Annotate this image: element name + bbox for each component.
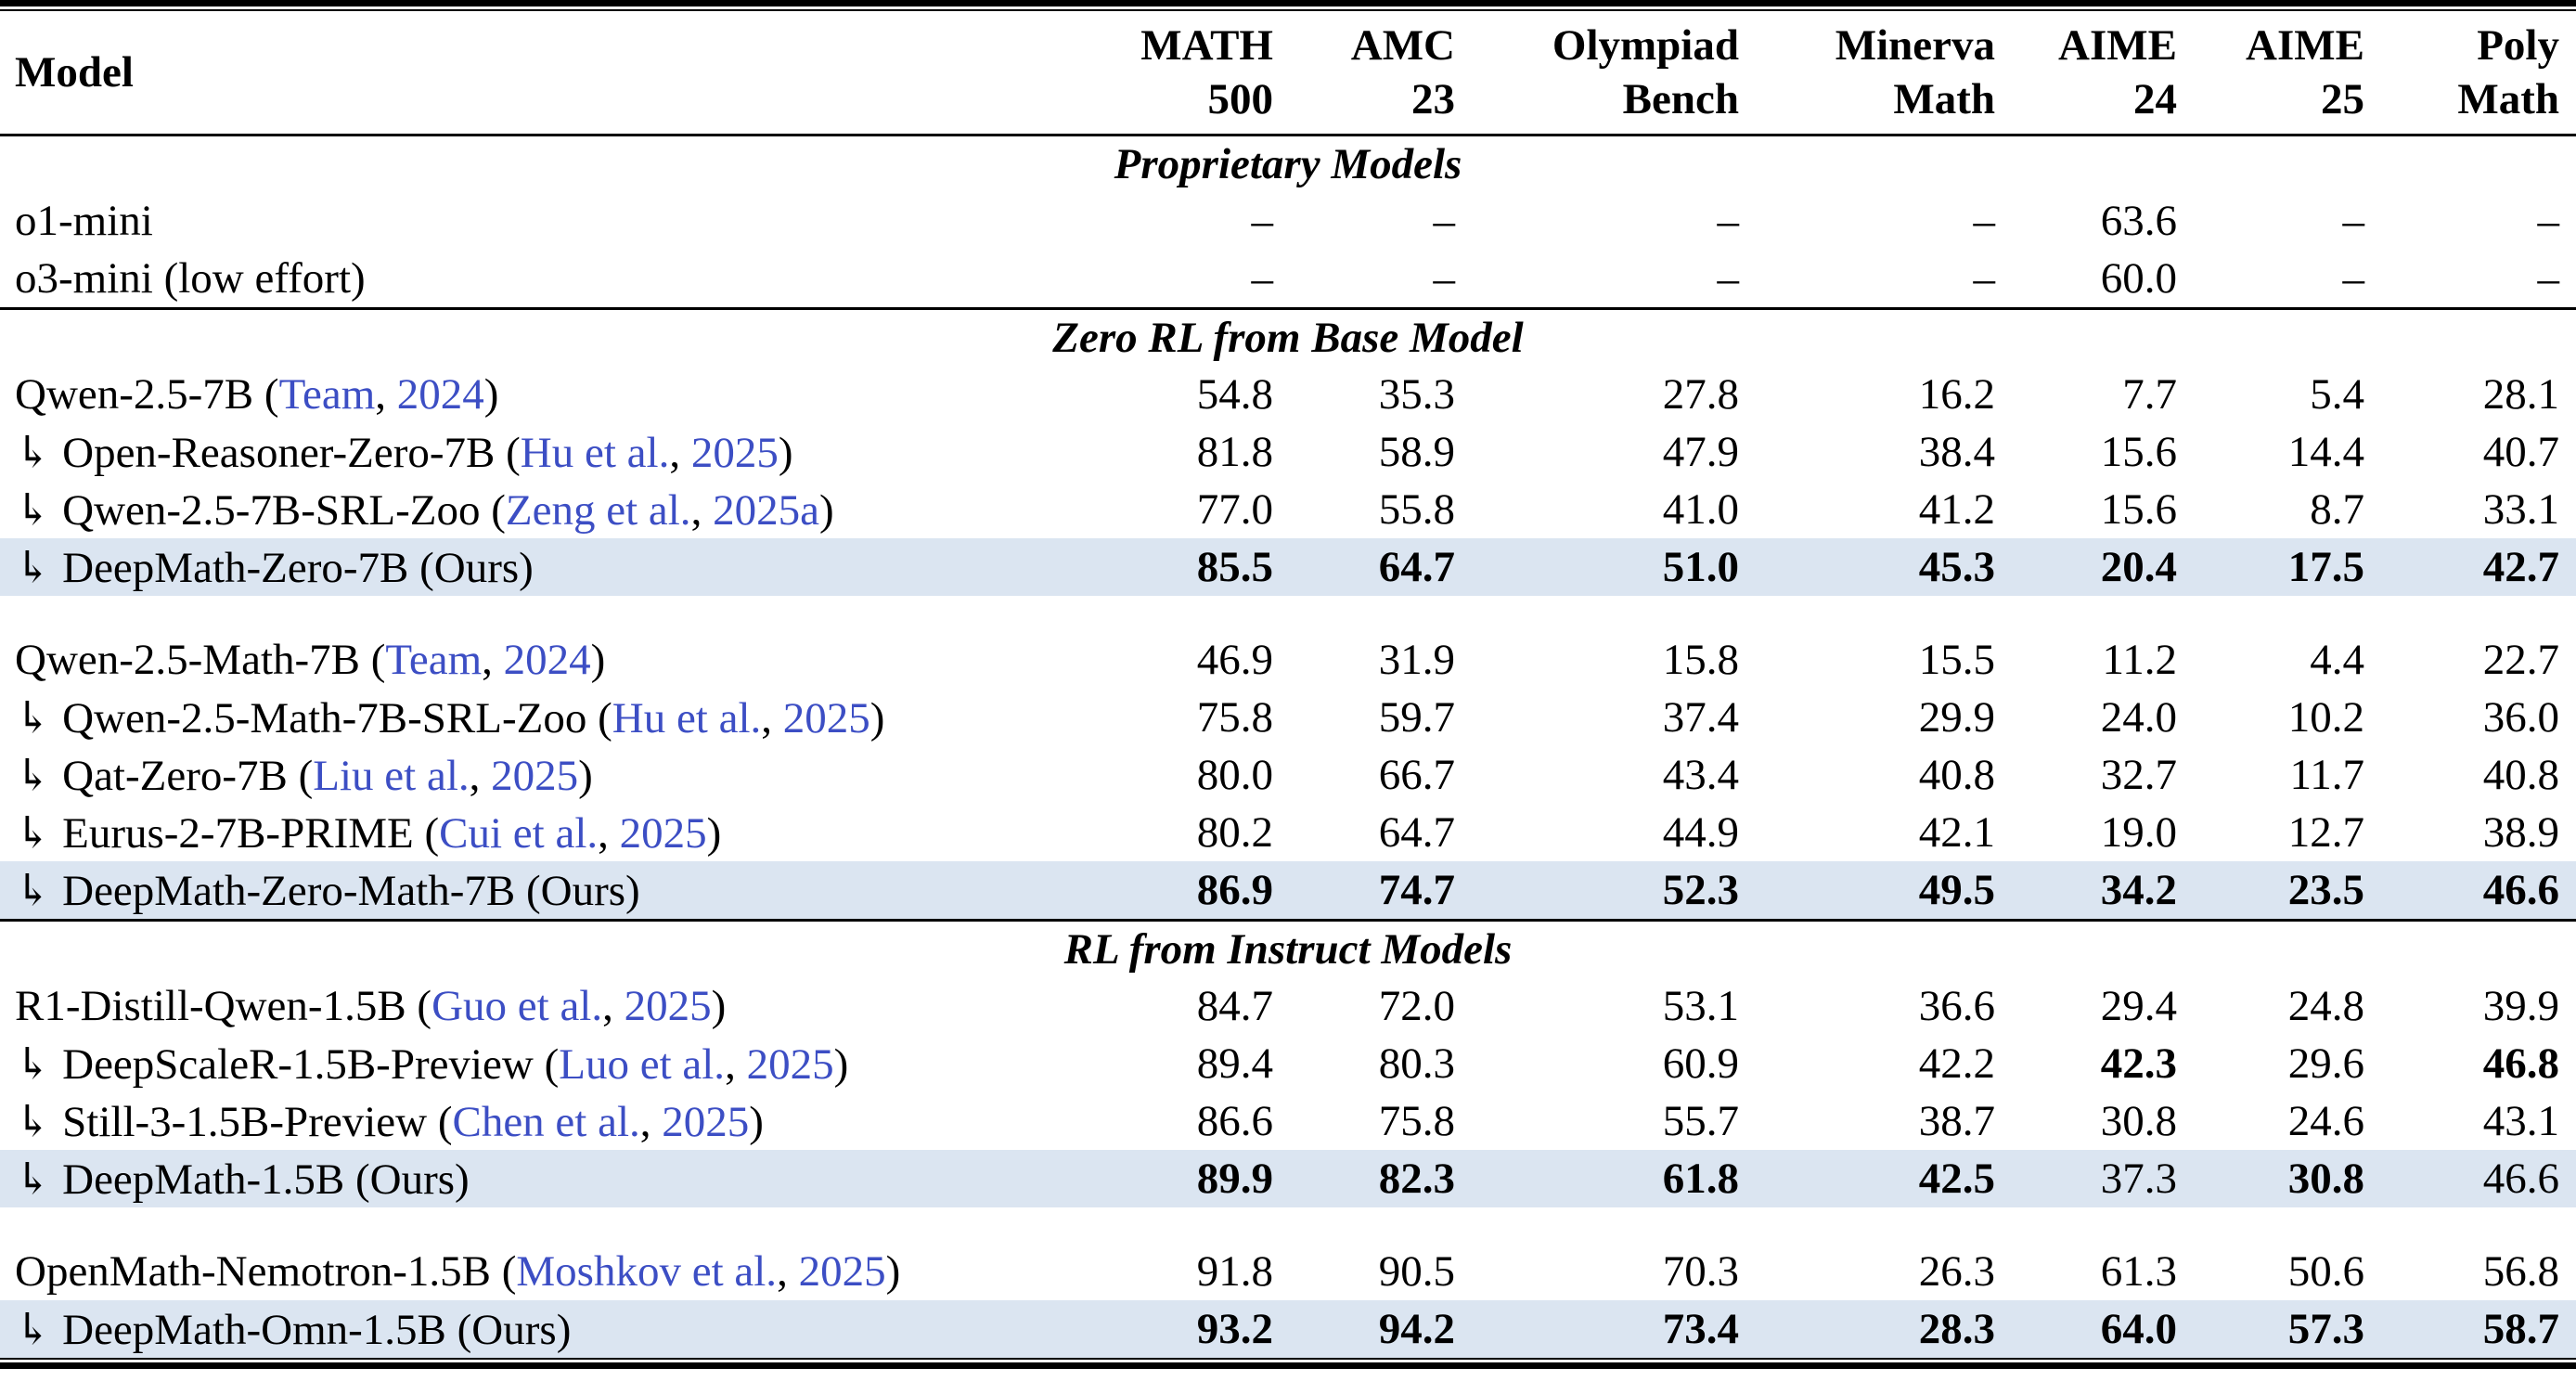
model-cell	[0, 1092, 1063, 1150]
citation-separator: ,	[777, 1247, 799, 1296]
cell-math500: 89.4	[1196, 1039, 1273, 1088]
model-cell	[0, 1300, 1063, 1358]
citation-author-link[interactable]: Guo et al.	[431, 982, 603, 1030]
table-row	[0, 481, 2576, 538]
model-cell	[0, 250, 1063, 309]
cell-math500: –	[1251, 254, 1273, 303]
table-row	[0, 631, 2576, 689]
cell-minerva: 49.5	[1756, 861, 2012, 921]
table-row	[0, 423, 2576, 481]
cell-amc23: –	[1433, 197, 1455, 245]
cell-aime25: 24.6	[2287, 1097, 2364, 1145]
column-header-poly-math	[2381, 11, 2576, 136]
cell-minerva: 38.7	[1918, 1097, 1995, 1145]
cell-minerva: –	[1973, 197, 1995, 245]
cell-olympiad: 52.3	[1472, 861, 1756, 921]
column-header-line1: Poly	[2477, 21, 2559, 70]
cell-amc23: 90.5	[1378, 1247, 1455, 1296]
cell-olympiad: 43.4	[1662, 751, 1739, 799]
cell-math500: –	[1251, 197, 1273, 245]
column-header-line2: 24	[2133, 75, 2177, 123]
cell-minerva: 42.2	[1918, 1039, 1995, 1088]
cell-polymath: 22.7	[2482, 636, 2559, 684]
citation-author-link[interactable]: Luo et al.	[559, 1039, 726, 1089]
model-cell	[0, 1150, 1063, 1207]
model-cell	[0, 861, 1063, 921]
cell-math500: 91.8	[1196, 1247, 1273, 1296]
citation-year-link[interactable]: 2025	[619, 808, 707, 858]
table-row	[0, 689, 2576, 746]
model-label: ↳ DeepMath-Omn-1.5B (Ours)	[15, 1305, 572, 1354]
group-gap	[0, 596, 2576, 631]
cell-minerva: –	[1973, 254, 1995, 303]
cell-aime24: 34.2	[2012, 861, 2194, 921]
model-cell	[0, 366, 1063, 423]
column-header-line1: AMC	[1350, 21, 1455, 70]
citation-year-link[interactable]: 2025	[798, 1247, 886, 1296]
cell-amc23: 64.7	[1290, 538, 1472, 596]
model-cell	[0, 631, 1063, 689]
cell-amc23: 64.7	[1378, 808, 1455, 857]
cell-polymath: 38.9	[2482, 808, 2559, 857]
table-row	[0, 366, 2576, 423]
model-cell	[0, 481, 1063, 538]
cell-minerva: 28.3	[1756, 1300, 2012, 1358]
cell-olympiad: 37.4	[1662, 693, 1739, 742]
column-header-math500	[1063, 11, 1290, 136]
column-header-model: Model	[15, 48, 134, 97]
column-header-olympiad-bench	[1472, 11, 1756, 136]
cell-aime24: 63.6	[2100, 197, 2177, 245]
citation-separator: ,	[602, 982, 625, 1030]
column-header-amc23	[1290, 11, 1472, 136]
model-label-suffix: )	[778, 428, 793, 477]
cell-polymath: 42.7	[2381, 538, 2576, 596]
citation-author-link[interactable]: Moshkov et al.	[516, 1247, 778, 1296]
cell-aime24: 42.3	[2100, 1039, 2177, 1088]
cell-olympiad: 53.1	[1662, 982, 1739, 1030]
cell-aime24: 29.4	[2100, 982, 2177, 1030]
cell-aime25: 50.6	[2287, 1247, 2364, 1296]
cell-math500: 93.2	[1063, 1300, 1290, 1358]
cell-aime24: 30.8	[2100, 1097, 2177, 1145]
cell-polymath: –	[2537, 197, 2559, 245]
cell-math500: 84.7	[1196, 982, 1273, 1030]
cell-math500: 46.9	[1196, 636, 1273, 684]
table-row	[0, 746, 2576, 804]
model-cell	[0, 804, 1063, 861]
model-label: ↳ Qwen-2.5-Math-7B-SRL-Zoo (	[15, 693, 612, 742]
cell-aime25: 57.3	[2194, 1300, 2381, 1358]
model-label: ↳ Still-3-1.5B-Preview (	[15, 1097, 453, 1146]
group-gap	[0, 1207, 2576, 1243]
cell-aime25: 10.2	[2287, 693, 2364, 742]
cell-minerva: 15.5	[1918, 636, 1995, 684]
cell-olympiad: –	[1717, 254, 1739, 303]
table-row-highlighted	[0, 1150, 2576, 1207]
cell-aime24: 15.6	[2100, 428, 2177, 476]
citation-year-link[interactable]: 2025	[624, 982, 712, 1030]
cell-polymath: 40.8	[2482, 751, 2559, 799]
citation-separator: ,	[375, 370, 397, 419]
section-header-row	[0, 309, 2576, 367]
model-label: ↳ DeepScaleR-1.5B-Preview (	[15, 1039, 560, 1089]
citation-author-link[interactable]: Liu et al.	[313, 751, 470, 800]
citation-author-link[interactable]: Hu et al.	[520, 428, 670, 477]
column-header-line2: 500	[1207, 75, 1273, 123]
citation-author-link[interactable]: Cui et al.	[439, 808, 599, 858]
cell-polymath: 28.1	[2482, 370, 2559, 419]
cell-minerva: 16.2	[1918, 370, 1995, 419]
cell-polymath: 46.8	[2482, 1039, 2559, 1088]
model-label: ↳ DeepMath-1.5B (Ours)	[15, 1155, 470, 1204]
cell-aime25: 8.7	[2310, 485, 2364, 534]
section-header-row	[0, 136, 2576, 193]
citation-year-link[interactable]: 2025a	[713, 485, 819, 535]
cell-aime24: 19.0	[2100, 808, 2177, 857]
section-title-zero-rl: Zero RL from Base Model	[1052, 314, 1524, 362]
cell-math500: 80.0	[1196, 751, 1273, 799]
cell-minerva: 41.2	[1918, 485, 1995, 534]
cell-olympiad: 44.9	[1662, 808, 1739, 857]
cell-aime25: 24.8	[2287, 982, 2364, 1030]
model-label-suffix: )	[833, 1039, 849, 1089]
cell-aime25: 14.4	[2287, 428, 2364, 476]
model-label: o1-mini	[15, 197, 153, 245]
table-row-highlighted	[0, 1300, 2576, 1358]
model-label-suffix: )	[711, 982, 727, 1030]
table-row	[0, 1243, 2576, 1300]
cell-amc23: 55.8	[1378, 485, 1455, 534]
model-cell	[0, 1243, 1063, 1300]
model-label: ↳ Qat-Zero-7B (	[15, 751, 314, 800]
cell-minerva: 45.3	[1756, 538, 2012, 596]
cell-aime25: 4.4	[2310, 636, 2364, 684]
cell-aime24: 11.2	[2102, 636, 2177, 684]
cell-math500: 80.2	[1196, 808, 1273, 857]
benchmark-results-table	[0, 11, 2576, 1358]
model-label-suffix: )	[749, 1097, 764, 1146]
cell-math500: 86.6	[1196, 1097, 1273, 1145]
cell-minerva: 29.9	[1918, 693, 1995, 742]
column-header-line2: 23	[1411, 75, 1455, 123]
citation-separator: ,	[725, 1039, 747, 1089]
citation-separator: ,	[761, 693, 783, 742]
cell-aime24: 37.3	[2012, 1150, 2194, 1207]
section-header-row	[0, 921, 2576, 978]
cell-amc23: –	[1433, 254, 1455, 303]
model-label-suffix: )	[885, 1247, 901, 1296]
cell-math500: 54.8	[1196, 370, 1273, 419]
cell-aime25: 12.7	[2287, 808, 2364, 857]
model-label: o3-mini (low effort)	[15, 254, 366, 303]
citation-separator: ,	[690, 485, 714, 535]
citation-author-link[interactable]: Team	[385, 636, 483, 684]
citation-year-link[interactable]: 2025	[491, 751, 579, 800]
cell-aime24: 24.0	[2100, 693, 2177, 742]
section-title-proprietary: Proprietary Models	[1114, 140, 1462, 188]
cell-polymath: 46.6	[2381, 1150, 2576, 1207]
column-header-line1: AIME	[2058, 21, 2177, 70]
table-row	[0, 1035, 2576, 1092]
model-cell	[0, 423, 1063, 481]
model-label-suffix: )	[578, 751, 593, 800]
column-header-minerva-math	[1756, 11, 2012, 136]
cell-polymath: 43.1	[2482, 1097, 2559, 1145]
cell-aime25: –	[2342, 254, 2364, 303]
cell-minerva: 36.6	[1918, 982, 1995, 1030]
citation-author-link[interactable]: Chen et al.	[452, 1097, 640, 1146]
cell-polymath: 36.0	[2482, 693, 2559, 742]
citation-separator: ,	[639, 1097, 663, 1146]
column-header-line2: Math	[2457, 75, 2559, 123]
section-title-rl-instruct: RL from Instruct Models	[1063, 925, 1513, 974]
cell-olympiad: 51.0	[1472, 538, 1756, 596]
cell-aime25: –	[2342, 197, 2364, 245]
citation-year-link[interactable]: 2024	[503, 636, 591, 684]
cell-math500: 75.8	[1196, 693, 1273, 742]
table-row-highlighted	[0, 861, 2576, 921]
cell-amc23: 75.8	[1378, 1097, 1455, 1145]
column-header-line2: Bench	[1622, 75, 1739, 123]
cell-amc23: 80.3	[1378, 1039, 1455, 1088]
model-label: OpenMath-Nemotron-1.5B (	[15, 1247, 517, 1296]
model-label-suffix: )	[818, 485, 834, 535]
cell-olympiad: 70.3	[1662, 1247, 1739, 1296]
citation-separator: ,	[482, 636, 504, 684]
citation-year-link[interactable]: 2025	[662, 1097, 750, 1146]
citation-author-link[interactable]: Zeng et al.	[505, 485, 691, 535]
cell-olympiad: –	[1717, 197, 1739, 245]
model-cell	[0, 689, 1063, 746]
table-top-rule	[0, 0, 2576, 11]
cell-aime24: 60.0	[2100, 254, 2177, 303]
column-header-line2: 25	[2321, 75, 2364, 123]
model-label-suffix: )	[483, 370, 499, 419]
table-row-highlighted	[0, 538, 2576, 596]
citation-year-link[interactable]: 2024	[396, 370, 484, 419]
table-row	[0, 1092, 2576, 1150]
citation-year-link[interactable]: 2025	[746, 1039, 834, 1089]
cell-olympiad: 47.9	[1662, 428, 1739, 476]
cell-minerva: 42.5	[1756, 1150, 2012, 1207]
model-label-suffix: )	[869, 693, 885, 742]
cell-polymath: 40.7	[2482, 428, 2559, 476]
cell-aime24: 20.4	[2012, 538, 2194, 596]
model-cell	[0, 1035, 1063, 1092]
citation-author-link[interactable]: Hu et al.	[612, 693, 762, 742]
cell-polymath: 58.7	[2381, 1300, 2576, 1358]
cell-aime25: 17.5	[2194, 538, 2381, 596]
cell-amc23: 35.3	[1378, 370, 1455, 419]
table-row	[0, 250, 2576, 309]
cell-olympiad: 55.7	[1662, 1097, 1739, 1145]
cell-amc23: 74.7	[1290, 861, 1472, 921]
cell-math500: 86.9	[1063, 861, 1290, 921]
cell-minerva: 40.8	[1918, 751, 1995, 799]
column-header-aime25	[2194, 11, 2381, 136]
cell-math500: 85.5	[1063, 538, 1290, 596]
citation-separator: ,	[669, 428, 691, 477]
cell-olympiad: 41.0	[1662, 485, 1739, 534]
model-label: Qwen-2.5-Math-7B (	[15, 636, 386, 684]
cell-math500: 81.8	[1196, 428, 1273, 476]
model-label: Qwen-2.5-7B (	[15, 370, 279, 419]
column-header-line1: Olympiad	[1552, 21, 1739, 70]
model-label: R1-Distill-Qwen-1.5B (	[15, 982, 432, 1030]
column-header-line1: AIME	[2246, 21, 2364, 70]
table-row	[0, 977, 2576, 1035]
cell-polymath: –	[2537, 254, 2559, 303]
column-header-aime24	[2012, 11, 2194, 136]
cell-polymath: 33.1	[2482, 485, 2559, 534]
column-header-line1: MATH	[1140, 21, 1273, 70]
cell-amc23: 31.9	[1378, 636, 1455, 684]
model-label: ↳ Qwen-2.5-7B-SRL-Zoo (	[15, 485, 506, 535]
cell-aime24: 15.6	[2100, 485, 2177, 534]
table-row	[0, 804, 2576, 861]
citation-year-link[interactable]: 2025	[782, 693, 870, 742]
column-header-line2: Math	[1893, 75, 1995, 123]
model-label: ↳ DeepMath-Zero-Math-7B (Ours)	[15, 866, 640, 915]
cell-polymath: 39.9	[2482, 982, 2559, 1030]
citation-separator: ,	[469, 751, 492, 800]
cell-amc23: 72.0	[1378, 982, 1455, 1030]
cell-math500: 89.9	[1063, 1150, 1290, 1207]
cell-aime24: 64.0	[2012, 1300, 2194, 1358]
table-header-row	[0, 11, 2576, 136]
citation-year-link[interactable]: 2025	[690, 428, 779, 477]
cell-amc23: 94.2	[1290, 1300, 1472, 1358]
cell-aime24: 7.7	[2122, 370, 2177, 419]
cell-minerva: 42.1	[1918, 808, 1995, 857]
model-label-suffix: )	[590, 636, 606, 684]
model-label: ↳ DeepMath-Zero-7B (Ours)	[15, 543, 534, 592]
cell-olympiad: 27.8	[1662, 370, 1739, 419]
table-bottom-rule	[0, 1358, 2576, 1369]
cell-amc23: 66.7	[1378, 751, 1455, 799]
cell-aime24: 61.3	[2100, 1247, 2177, 1296]
cell-aime25: 29.6	[2287, 1039, 2364, 1088]
cell-amc23: 82.3	[1290, 1150, 1472, 1207]
cell-olympiad: 73.4	[1472, 1300, 1756, 1358]
cell-aime25: 30.8	[2194, 1150, 2381, 1207]
cell-math500: 77.0	[1196, 485, 1273, 534]
model-cell	[0, 746, 1063, 804]
cell-polymath: 46.6	[2381, 861, 2576, 921]
cell-aime25: 11.7	[2289, 751, 2364, 799]
citation-separator: ,	[598, 808, 620, 858]
model-cell	[0, 192, 1063, 250]
model-label-suffix: )	[706, 808, 722, 858]
column-header-line1: Minerva	[1835, 21, 1995, 70]
cell-aime24: 32.7	[2100, 751, 2177, 799]
cell-amc23: 59.7	[1378, 693, 1455, 742]
citation-author-link[interactable]: Team	[278, 370, 376, 419]
model-cell	[0, 977, 1063, 1035]
cell-olympiad: 60.9	[1662, 1039, 1739, 1088]
cell-amc23: 58.9	[1378, 428, 1455, 476]
cell-aime25: 23.5	[2194, 861, 2381, 921]
model-label: ↳ Eurus-2-7B-PRIME (	[15, 808, 440, 858]
table-row	[0, 192, 2576, 250]
cell-minerva: 38.4	[1918, 428, 1995, 476]
cell-polymath: 56.8	[2482, 1247, 2559, 1296]
cell-olympiad: 61.8	[1472, 1150, 1756, 1207]
model-cell	[0, 538, 1063, 596]
cell-minerva: 26.3	[1918, 1247, 1995, 1296]
cell-olympiad: 15.8	[1662, 636, 1739, 684]
model-label: ↳ Open-Reasoner-Zero-7B (	[15, 428, 521, 477]
cell-aime25: 5.4	[2310, 370, 2364, 419]
